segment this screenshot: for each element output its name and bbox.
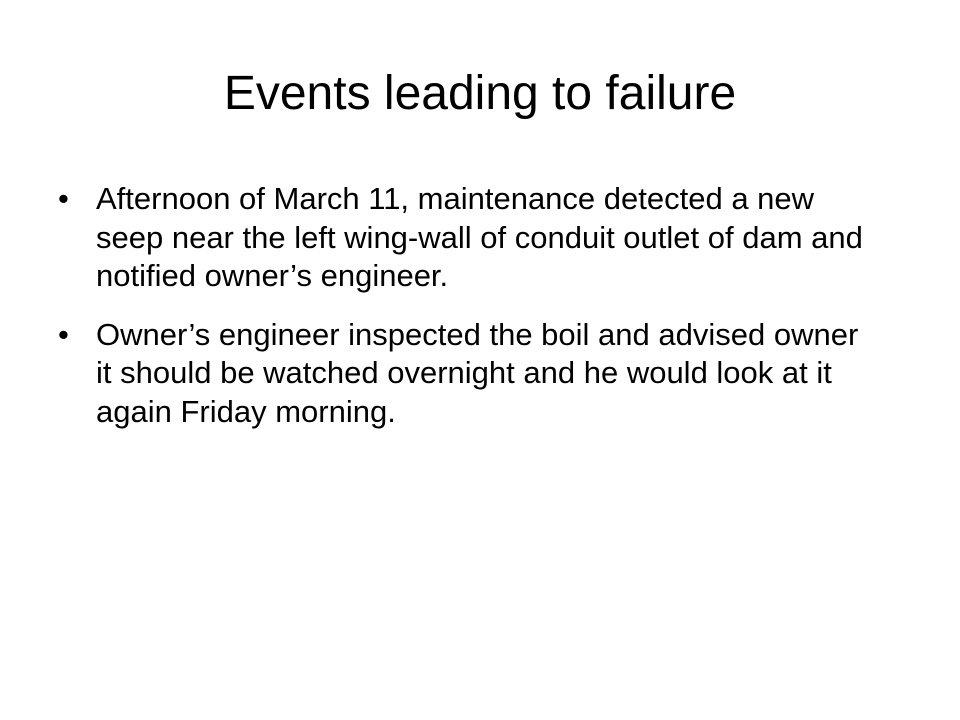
slide-title: Events leading to failure xyxy=(223,67,737,120)
bullet-text: Owner’s engineer inspected the boil and advised owner it should be watched overnight and he would look at it again Friday morning. xyxy=(96,316,859,429)
bullet-list xyxy=(58,180,878,451)
bullet-item xyxy=(58,316,878,432)
bullet-item xyxy=(58,180,878,296)
bullet-text: Afternoon of March 11, maintenance detected a new seep near the left wing-wall of conduit outlet of dam and notified owner’s engineer. xyxy=(96,181,863,293)
bullet-icon: • xyxy=(58,316,69,352)
bullet-icon: • xyxy=(58,181,69,216)
